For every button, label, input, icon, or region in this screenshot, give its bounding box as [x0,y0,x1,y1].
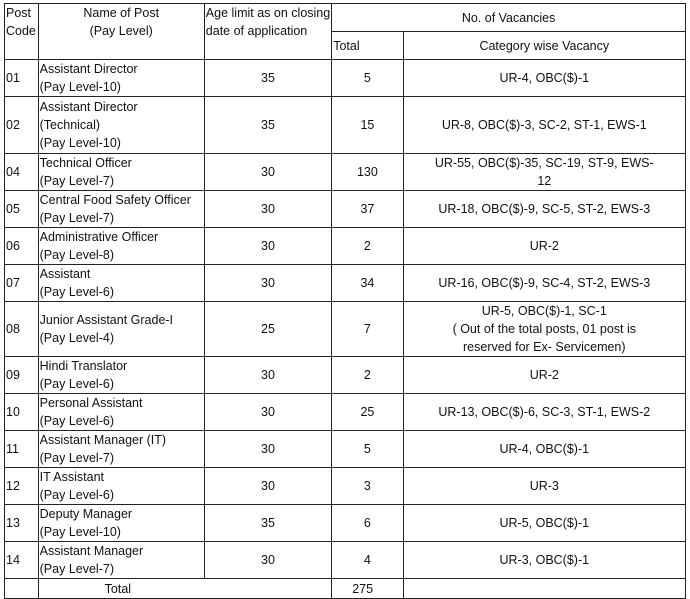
post-name-line: Technical Officer [39,156,132,170]
post-code-cell: 05 [5,191,39,228]
post-code-cell: 08 [5,302,39,357]
category-line: UR-8, OBC($)-3, SC-2, ST-1, EWS-1 [441,118,647,132]
post-name-line: Personal Assistant [39,396,143,410]
category-vacancy-cell [403,468,685,505]
total-vacancy-cell: 5 [332,431,403,468]
post-name-line: Assistant [39,267,91,281]
post-code-cell: 09 [5,357,39,394]
post-name-line: Assistant Manager (IT) [39,433,167,447]
post-code-cell: 11 [5,431,39,468]
header-name-line: (Pay Level) [89,24,153,38]
table-row [5,265,686,302]
category-vacancy-cell [403,505,685,542]
age-limit-cell: 30 [204,394,331,431]
category-vacancy-cell [403,431,685,468]
post-name-line: Deputy Manager [39,507,133,521]
age-limit-cell: 30 [204,431,331,468]
total-vacancy-cell: 6 [332,505,403,542]
table-row [5,505,686,542]
header-post-code-line: Code [6,24,36,38]
category-vacancy-cell [403,357,685,394]
header-name-line: Name of Post [83,6,160,20]
category-line: UR-2 [529,239,559,253]
table-row [5,97,686,154]
vacancy-table [4,3,686,599]
post-name-cell [38,265,204,302]
post-name-line: (Pay Level-6) [39,414,114,428]
post-code-cell: 04 [5,154,39,191]
table-row [5,468,686,505]
header-total: Total [332,32,403,60]
category-line: 12 [537,174,552,188]
category-line: UR-55, OBC($)-35, SC-19, ST-9, EWS- [434,156,654,170]
post-name-line: (Pay Level-10) [39,80,121,94]
total-label: Total [38,579,332,599]
post-name-line: (Technical) [39,118,101,132]
table-row [5,431,686,468]
table-row [5,154,686,191]
post-name-cell [38,542,204,579]
category-vacancy-cell [403,542,685,579]
post-name-line: Central Food Safety Officer [39,193,191,207]
post-name-cell [38,431,204,468]
table-row [5,228,686,265]
category-line: ( Out of the total posts, 01 post is [452,322,636,336]
table-row [5,191,686,228]
total-vacancy-cell: 7 [332,302,403,357]
category-vacancy-cell [403,228,685,265]
total-vacancy-cell: 5 [332,60,403,97]
category-vacancy-cell [403,191,685,228]
header-row-1 [5,4,686,32]
grand-total: 275 [332,579,403,599]
post-name-line: (Pay Level-7) [39,562,114,576]
category-line: UR-4, OBC($)-1 [499,442,590,456]
total-vacancy-cell: 34 [332,265,403,302]
post-name-cell [38,228,204,265]
post-name-cell [38,394,204,431]
post-name-cell [38,302,204,357]
post-code-cell: 10 [5,394,39,431]
category-line: UR-5, OBC($)-1 [499,516,590,530]
category-vacancy-cell [403,97,685,154]
post-code-cell: 12 [5,468,39,505]
post-name-line: (Pay Level-6) [39,377,114,391]
post-name-line: (Pay Level-7) [39,211,114,225]
post-name-line: Administrative Officer [39,230,159,244]
post-name-cell [38,468,204,505]
total-vacancy-cell: 130 [332,154,403,191]
table-row [5,302,686,357]
category-vacancy-cell [403,302,685,357]
category-line: UR-18, OBC($)-9, SC-5, ST-2, EWS-3 [438,202,651,216]
post-name-line: (Pay Level-6) [39,488,114,502]
vacancy-table-container [4,3,686,599]
table-row [5,394,686,431]
total-vacancy-cell: 2 [332,228,403,265]
category-line: UR-4, OBC($)-1 [499,71,590,85]
post-name-line: (Pay Level-7) [39,174,114,188]
post-name-line: (Pay Level-7) [39,451,114,465]
post-name-cell [38,154,204,191]
category-vacancy-cell [403,154,685,191]
age-limit-cell: 25 [204,302,331,357]
category-vacancy-cell [403,60,685,97]
total-vacancy-cell: 25 [332,394,403,431]
post-code-cell: 06 [5,228,39,265]
post-code-cell: 07 [5,265,39,302]
post-name-cell [38,60,204,97]
post-name-line: Assistant Manager [39,544,144,558]
age-limit-cell: 30 [204,191,331,228]
age-limit-cell: 30 [204,265,331,302]
age-limit-cell: 30 [204,542,331,579]
total-vacancy-cell: 2 [332,357,403,394]
total-vacancy-cell: 3 [332,468,403,505]
age-limit-cell: 35 [204,60,331,97]
total-vacancy-cell: 15 [332,97,403,154]
category-line: reserved for Ex- Servicemen) [463,340,626,354]
category-line: UR-3, OBC($)-1 [499,553,590,567]
post-code-cell: 02 [5,97,39,154]
header-age-limit: Age limit as on closing date of application [204,4,331,60]
header-post-code-line: Post [6,6,32,20]
table-row [5,542,686,579]
header-vacancies: No. of Vacancies [332,4,686,32]
post-name-line: Assistant Director [39,100,138,114]
post-code-cell: 14 [5,542,39,579]
category-line: UR-2 [529,368,559,382]
category-vacancy-cell [403,394,685,431]
post-name-line: (Pay Level-10) [39,136,121,150]
age-limit-cell: 30 [204,228,331,265]
header-category: Category wise Vacancy [403,32,685,60]
post-name-line: (Pay Level-10) [39,525,121,539]
age-limit-cell: 30 [204,154,331,191]
header-post-code [5,4,39,60]
total-vacancy-cell: 37 [332,191,403,228]
post-name-line: Junior Assistant Grade-I [39,313,174,327]
age-limit-cell: 35 [204,505,331,542]
post-name-line: (Pay Level-4) [39,331,114,345]
age-limit-cell: 30 [204,357,331,394]
post-name-line: (Pay Level-8) [39,248,114,262]
post-name-line: Hindi Translator [39,359,128,373]
post-name-cell [38,505,204,542]
total-vacancy-cell: 4 [332,542,403,579]
post-name-line: IT Assistant [39,470,105,484]
post-name-cell [38,191,204,228]
table-row [5,357,686,394]
category-line: UR-5, OBC($)-1, SC-1 [481,304,607,318]
post-code-cell: 01 [5,60,39,97]
category-vacancy-cell [403,265,685,302]
post-name-line: Assistant Director [39,62,138,76]
header-name-of-post [38,4,204,60]
post-code-cell: 13 [5,505,39,542]
category-line: UR-16, OBC($)-9, SC-4, ST-2, EWS-3 [438,276,651,290]
post-name-line: (Pay Level-6) [39,285,114,299]
age-limit-cell: 30 [204,468,331,505]
category-line: UR-13, OBC($)-6, SC-3, ST-1, EWS-2 [438,405,651,419]
category-line: UR-3 [529,479,559,493]
post-name-cell [38,357,204,394]
table-row [5,60,686,97]
age-limit-cell: 35 [204,97,331,154]
post-name-cell [38,97,204,154]
